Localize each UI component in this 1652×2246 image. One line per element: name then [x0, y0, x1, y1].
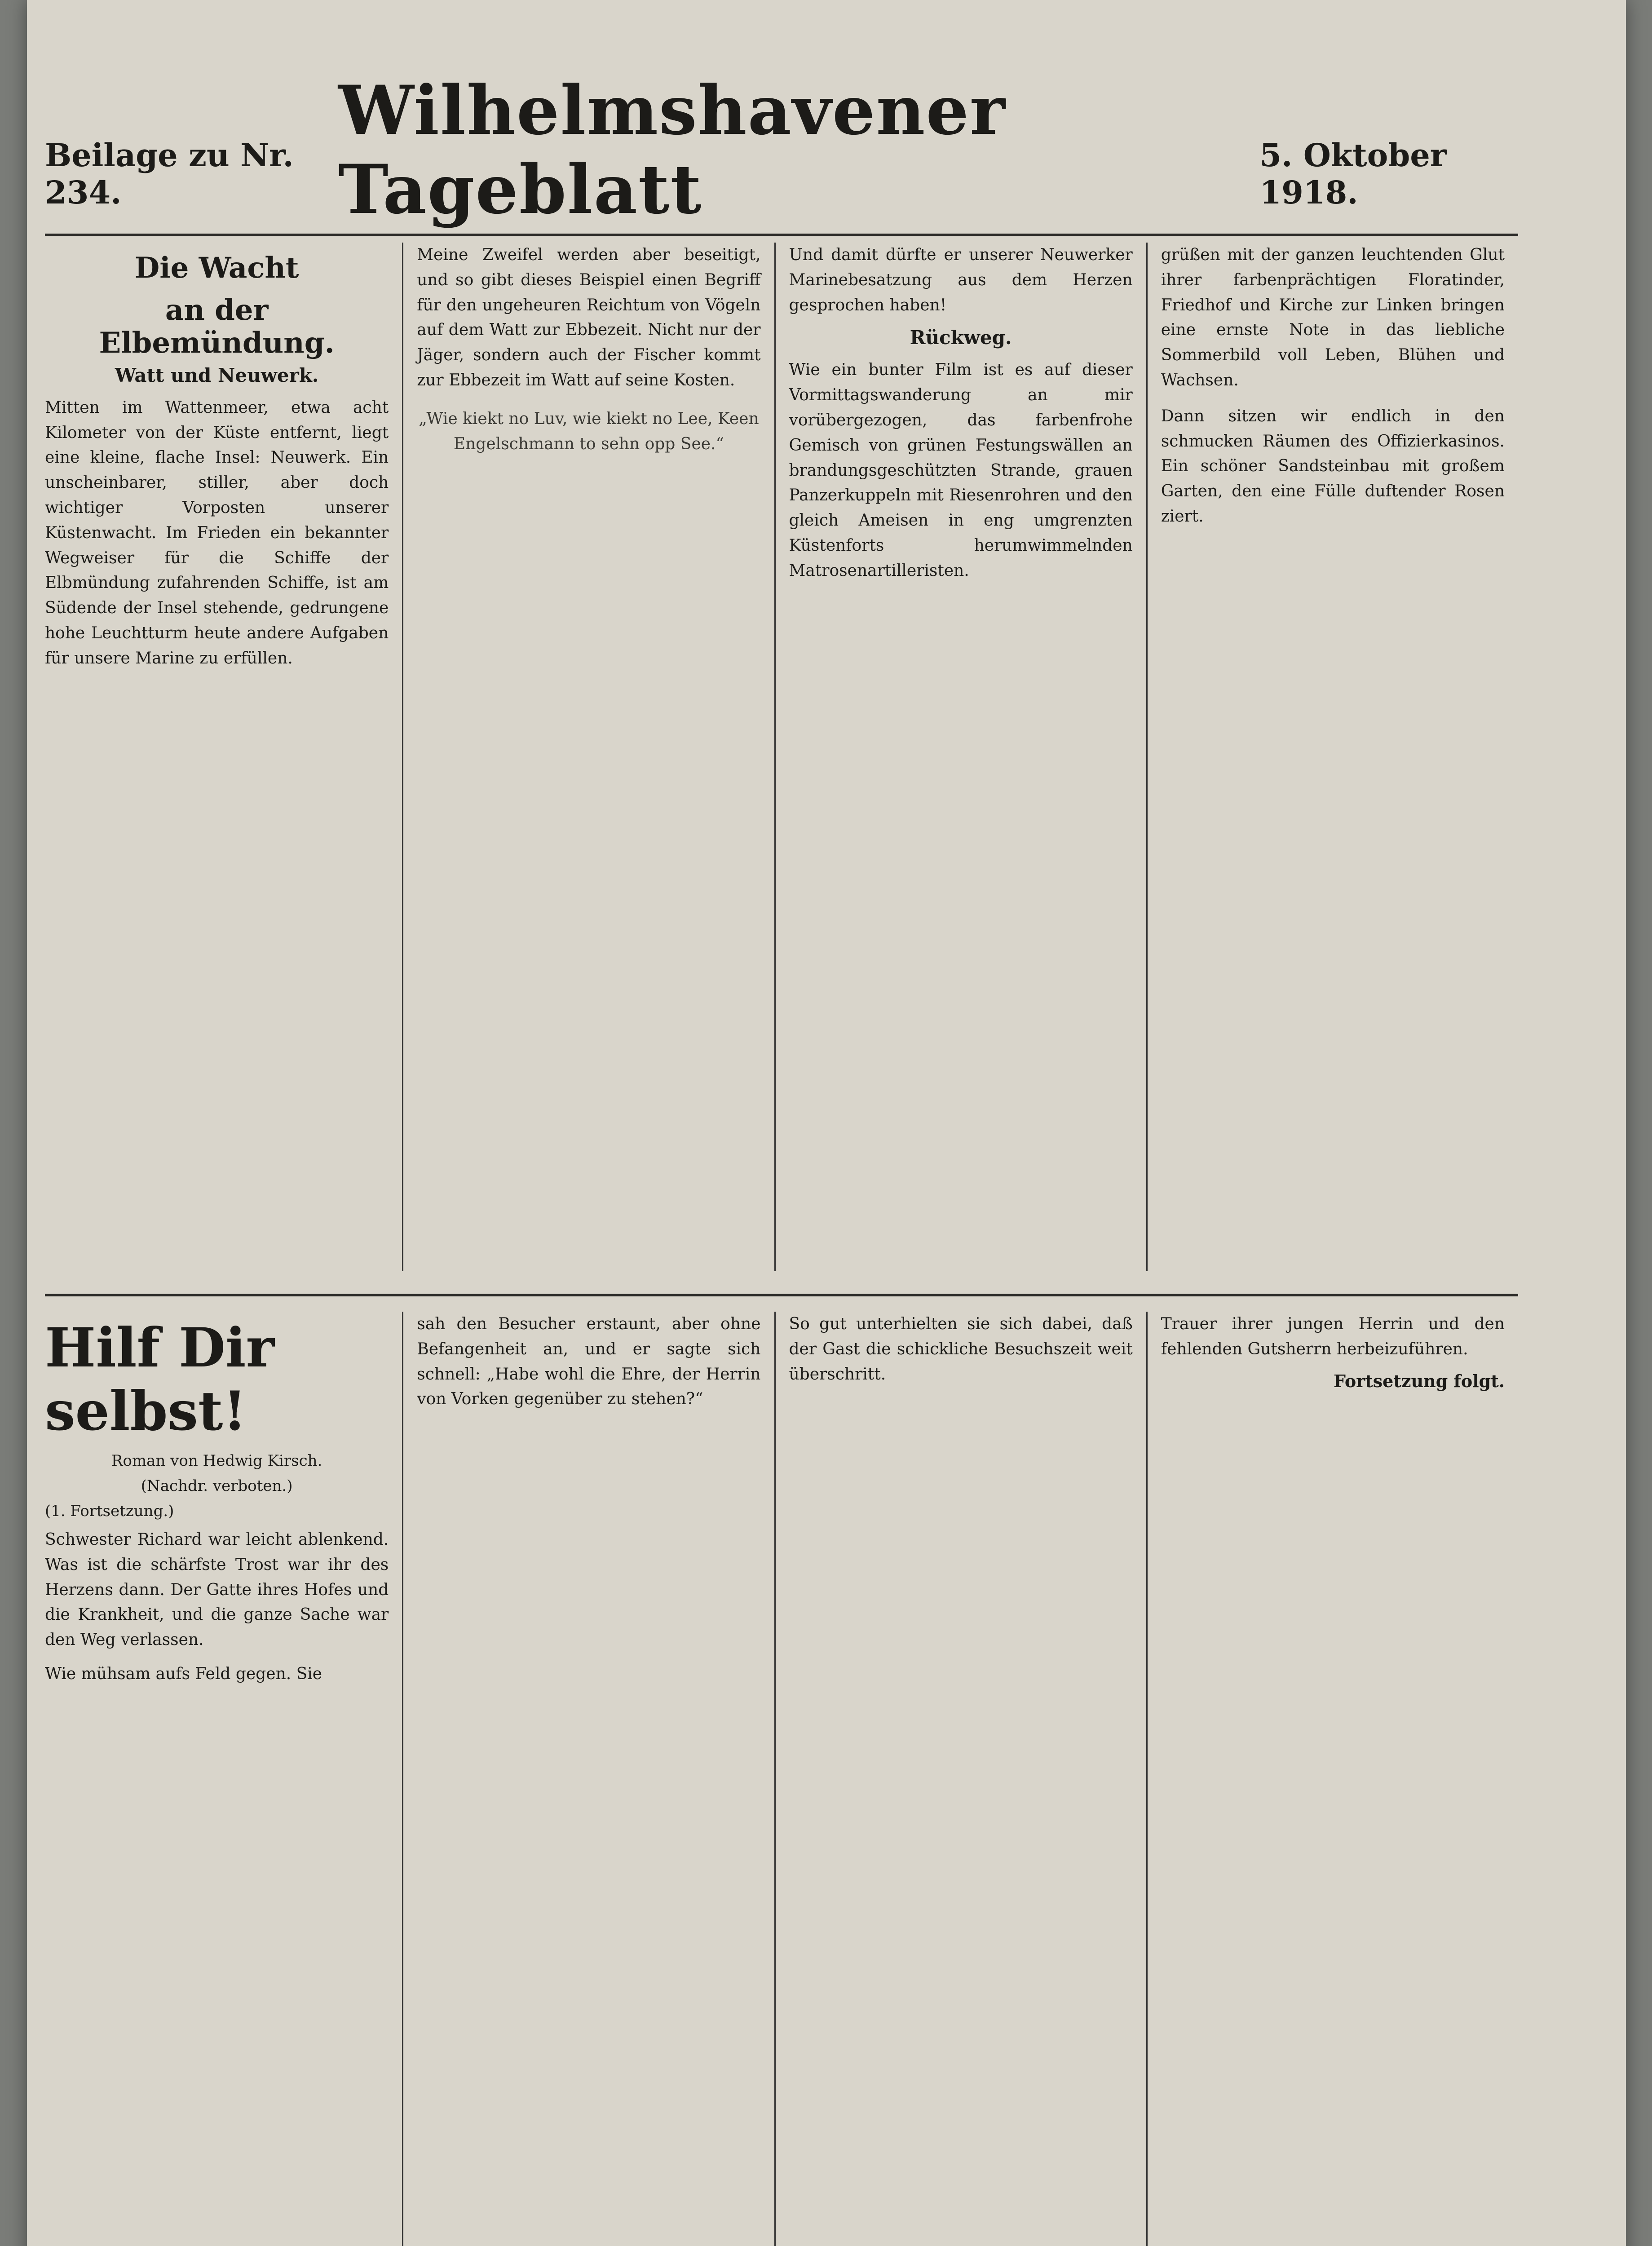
column-footer: Wie mühsam aufs Feld gegen. Sie: [45, 1664, 322, 1683]
continuation-note: (1. Fortsetzung.): [45, 1502, 174, 1520]
top-column-4: [1146, 243, 1518, 1271]
bottom-column-4: [1146, 1312, 1518, 2246]
top-column-2: [402, 243, 774, 1271]
issue-date: 5. Oktober 1918.: [1259, 137, 1447, 211]
novel-body: Trauer ihrer jungen Herrin und den fehlenden Gutsherrn herbeizuführen.: [1161, 1315, 1505, 1358]
novel-byline: Roman von Hedwig Kirsch.: [111, 1452, 322, 1470]
article-quote: „Wie kiekt no Luv, wie kiekt no Lee, Keen Engelschmann to sehn opp See.“: [419, 409, 759, 453]
bottom-column-1: [45, 1312, 402, 2246]
top-column-1: [45, 243, 402, 1271]
article-headline-line2: an der Elbemündung.: [99, 293, 335, 360]
novel-body: Schwester Richard war leicht ablenkend. Was ist die schärfste Trost war ihr des Herzens dann. Der Gatte ihres Hofes und die Krankheit, und die ganze Sache war den Weg verlassen.: [45, 1530, 389, 1649]
article-body: grüßen mit der ganzen leuchtenden Glut ihrer farbenprächtigen Floratinder, Friedhof und Kirche zur Linken bringen eine ernste Note in das liebliche Sommerbild voll Leben, Blühen und Wachsen.: [1161, 246, 1505, 389]
article-headline-line1: Die Wacht: [134, 251, 299, 285]
serial-novel: [45, 1312, 1518, 2246]
top-article: [45, 243, 1518, 1271]
section-divider: [45, 1294, 1518, 1296]
article-subhead: Watt und Neuwerk.: [115, 364, 319, 386]
novel-body: So gut unterhielten sie sich dabei, daß der Gast die schickliche Besuchszeit weit überschritt.: [789, 1315, 1133, 1384]
newspaper-page: [27, 0, 1626, 2246]
rights-notice: (Nachdr. verboten.): [141, 1477, 293, 1495]
to-be-continued: Fortsetzung folgt.: [1333, 1371, 1505, 1391]
bottom-column-3: [774, 1312, 1146, 2246]
article-body: Meine Zweifel werden aber beseitigt, und so gibt dieses Beispiel einen Begriff für den ungeheuren Reichtum von Vögeln auf dem Watt zur Ebbezeit. Nicht nur der Jäger, sondern auch der Fischer kommt zur Ebbezeit im Watt auf seine Kosten.: [417, 246, 761, 389]
section-subhead: Rückweg.: [910, 327, 1012, 349]
article-body: Wie ein bunter Film ist es auf dieser Vormittagswanderung an mir vorübergezogen, das farbenfrohe Gemisch von grünen Festungswällen an brandungsgeschützten Strande, grauen Panzerkuppeln mit Riesenrohren und den gleich Ameisen in eng umgrenzten Küstenforts herumwimmelnden Matrosenartilleristen.: [789, 361, 1133, 580]
supplement-label: Beilage zu Nr. 234.: [45, 137, 294, 211]
novel-title: Hilf Dir selbst!: [45, 1316, 274, 1443]
newspaper-title: Wilhelmshavener Tageblatt: [338, 71, 1006, 229]
article-body: Und damit dürfte er unserer Neuwerker Marinebesatzung aus dem Herzen gesprochen haben!: [789, 246, 1133, 314]
article-body: Dann sitzen wir endlich in den schmucken Räumen des Offizierkasinos. Ein schöner Sandsteinbau mit großem Garten, den eine Fülle duftender Rosen ziert.: [1161, 407, 1505, 526]
novel-body: sah den Besucher erstaunt, aber ohne Befangenheit an, und er sagte sich schnell: „Habe wohl die Ehre, der Herrin von Vorken gegenüber zu stehen?“: [417, 1315, 761, 1409]
article-body: Mitten im Wattenmeer, etwa acht Kilometer von der Küste entfernt, liegt eine kleine, flache Insel: Neuwerk. Ein unscheinbarer, stiller, aber doch wichtiger Vorposten unserer Küstenwacht. Im Frieden ein bekannter Wegweiser für die Schiffe der Elbmündung zufahrenden Schiffe, ist am Südende der Insel stehende, gedrungene hohe Leuchtturm heute andere Aufgaben für unsere Marine zu erfüllen.: [45, 398, 389, 668]
masthead: [45, 71, 1518, 236]
top-column-3: [774, 243, 1146, 1271]
bottom-column-2: [402, 1312, 774, 2246]
